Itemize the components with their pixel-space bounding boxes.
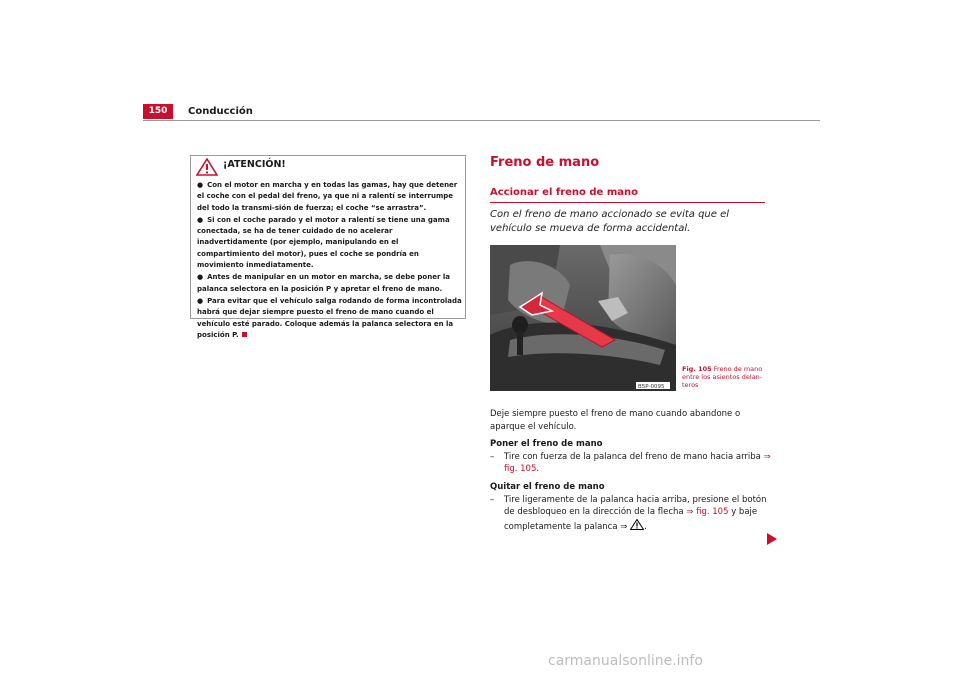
warning-triangle-icon: [196, 158, 218, 176]
bullet: ●: [197, 273, 204, 282]
figure-link[interactable]: ⇒ fig. 105: [504, 451, 771, 475]
bullet: ●: [197, 181, 204, 189]
warning-body: [197, 180, 463, 342]
handbrake-illustration: [490, 245, 676, 391]
intro-text: Con el freno de mano accionado se evita que el vehículo se mueva de forma accidental.: [490, 209, 730, 234]
bullet: ●: [197, 215, 204, 224]
warning-box: [190, 155, 466, 339]
warning-item: ● Para evitar que el vehículo salga rodando de forma incontrolada habrá que dejar siempre puesto el freno de mano cuando el vehículo esté parado. Coloque además la palanca selectora en la posición P.: [197, 296, 462, 339]
subheading-divider: [490, 202, 765, 203]
body-text: [490, 408, 775, 538]
handbrake-figure: [490, 245, 676, 391]
step-dash: –: [490, 494, 495, 505]
bullet: ●: [197, 296, 204, 305]
section-title: Conducción: [188, 106, 253, 117]
figure-code: B5P-0095: [638, 384, 665, 390]
warning-header: [191, 156, 465, 176]
step-dash: –: [490, 451, 495, 462]
figure-caption: [682, 365, 768, 389]
sub-heading: Accionar el freno de mano: [490, 187, 638, 198]
figure-caption-text: Freno de mano entre los asientos delan-teros: [682, 365, 763, 389]
warning-title: ¡ATENCIÓN!: [223, 159, 286, 170]
warning-item: ● Antes de manipular en un motor en marcha, se debe poner la palanca selectora en la posición P y apretar el freno de mano.: [197, 273, 450, 293]
put-heading: Poner el freno de mano: [490, 439, 603, 450]
warning-item: ● Con el motor en marcha y en todas las gamas, hay que detener el coche con el pedal del freno, ya que ni a ralentí se interrumpe del todo la transmi-sión de fuerza; el coche “se arrastra”.: [197, 181, 458, 212]
watermark: carmanualsonline.info: [548, 653, 703, 669]
release-heading: Quitar el freno de mano: [490, 481, 605, 492]
end-marker-icon: [242, 332, 247, 337]
next-page-arrow-icon[interactable]: [767, 533, 777, 545]
page-number: 150: [143, 104, 173, 119]
header-divider: [143, 120, 820, 121]
put-step: – Tire con fuerza de la palanca del freno de mano hacia arriba ⇒ fig. 105.: [490, 451, 771, 475]
main-heading: Freno de mano: [490, 155, 600, 170]
figure-caption-number: Fig. 105: [682, 365, 712, 373]
release-step: – Tire ligeramente de la palanca hacia arriba, presione el botón de desbloqueo en la dirección de la flecha ⇒ fig. 105 y baje completamente la palanca ⇒ .: [490, 494, 767, 532]
warning-link-icon[interactable]: [630, 519, 644, 530]
warning-item: ● Si con el coche parado y el motor a ralentí se tiene una gama conectada, se ha de tener cuidado de no acelerar inadvertidamente (por ejemplo, manipulando en el compartimiento del motor), pues el coche se pondría en movimiento inmediatamente.: [197, 215, 450, 270]
figure-link[interactable]: ⇒ fig. 105: [686, 507, 729, 518]
paragraph: Deje siempre puesto el freno de mano cuando abandone o aparque el vehículo.: [490, 409, 741, 432]
